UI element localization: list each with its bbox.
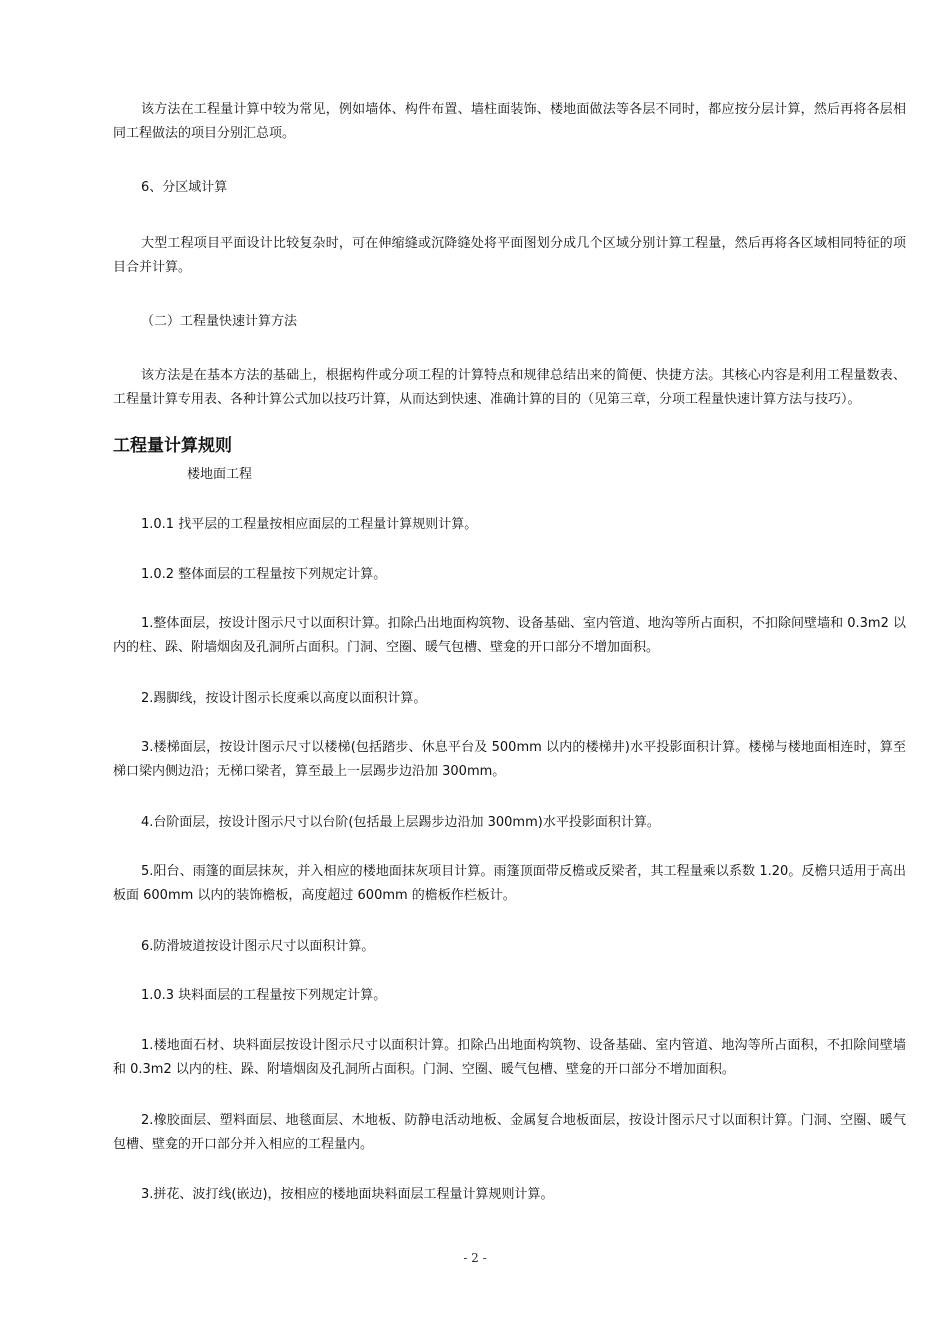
rule-integral-surface: 1.整体面层，按设计图示尺寸以面积计算。扣除凸出地面构筑物、设备基础、室内管道、地沟等所占面积，不扣除间壁墙和 0.3m2 以内的柱、跺、附墙烟囱及孔洞所占面积。门洞、空圈、暖气包槽、壁龛的开口部分不增加面积。 (113, 616, 906, 655)
heading-zone-calculation: 6、分区域计算 (141, 180, 228, 195)
rule-balcony: 5.阳台、雨篷的面层抹灰，并入相应的楼地面抹灰项目计算。雨篷顶面带反檐或反梁者，其工程量乘以系数 1.20。反檐只适用于高出板面 600mm 以内的装饰檐板，高度超过 600mm 的檐板作栏板计。 (113, 864, 906, 903)
heading-fast-calculation: （二）工程量快速计算方法 (141, 314, 298, 329)
rule-skirting: 2.踢脚线，按设计图示长度乘以高度以面积计算。 (141, 691, 427, 706)
rule-stairs: 3.楼梯面层，按设计图示尺寸以楼梯(包括踏步、休息平台及 500mm 以内的楼梯井)水平投影面积计算。楼梯与楼地面相连时，算至梯口梁内侧边沿；无梯口梁者，算至最上一层踢步边沿加 300mm。 (113, 740, 906, 779)
rule-1-0-1: 1.0.1 找平层的工程量按相应面层的工程量计算规则计算。 (141, 517, 478, 532)
rule-1-0-3: 1.0.3 块料面层的工程量按下列规定计算。 (141, 988, 387, 1003)
paragraph-layered-calculation: 该方法在工程量计算中较为常见，例如墙体、构件布置、墙柱面装饰、楼地面做法等各层不同时，都应按分层计算，然后再将各层相同工程做法的项目分别汇总项。 (113, 102, 906, 141)
rule-1-0-2: 1.0.2 整体面层的工程量按下列规定计算。 (141, 567, 387, 582)
paragraph-fast-calculation: 该方法是在基本方法的基础上，根据构件或分项工程的计算特点和规律总结出来的简便、快捷方法。其核心内容是利用工程量数表、工程量计算专用表、各种计算公式加以技巧计算，从而达到快速、准确计算的目的（见第三章，分项工程量快速计算方法与技巧）。 (113, 368, 906, 407)
rule-steps: 4.台阶面层，按设计图示尺寸以台阶(包括最上层踢步边沿加 300mm)水平投影面积计算。 (141, 815, 660, 830)
page-number: - 2 - (463, 1251, 487, 1265)
rule-rubber-plastic: 2.橡胶面层、塑料面层、地毯面层、木地板、防静电活动地板、金属复合地板面层，按设计图示尺寸以面积计算。门洞、空圈、暖气包槽、壁龛的开口部分并入相应的工程量内。 (113, 1113, 906, 1152)
section-title: 工程量计算规则 (113, 436, 232, 456)
paragraph-zone-calculation: 大型工程项目平面设计比较复杂时，可在伸缩缝或沉降缝处将平面图划分成几个区域分别计算工程量，然后再将各区域相同特征的项目合并计算。 (113, 236, 906, 275)
rule-stone-tiles: 1.楼地面石材、块料面层按设计图示尺寸以面积计算。扣除凸出地面构筑物、设备基础、室内管道、地沟等所占面积，不扣除间壁墙和 0.3m2 以内的柱、跺、附墙烟囱及孔洞所占面积。门洞、空圈、暖气包槽、壁龛的开口部分不增加面积。 (113, 1038, 906, 1077)
rule-pattern-border: 3.拼花、波打线(嵌边)，按相应的楼地面块料面层工程量计算规则计算。 (141, 1187, 554, 1202)
rule-ramp: 6.防滑坡道按设计图示尺寸以面积计算。 (141, 939, 375, 954)
subsection-title: 楼地面工程 (187, 467, 253, 482)
